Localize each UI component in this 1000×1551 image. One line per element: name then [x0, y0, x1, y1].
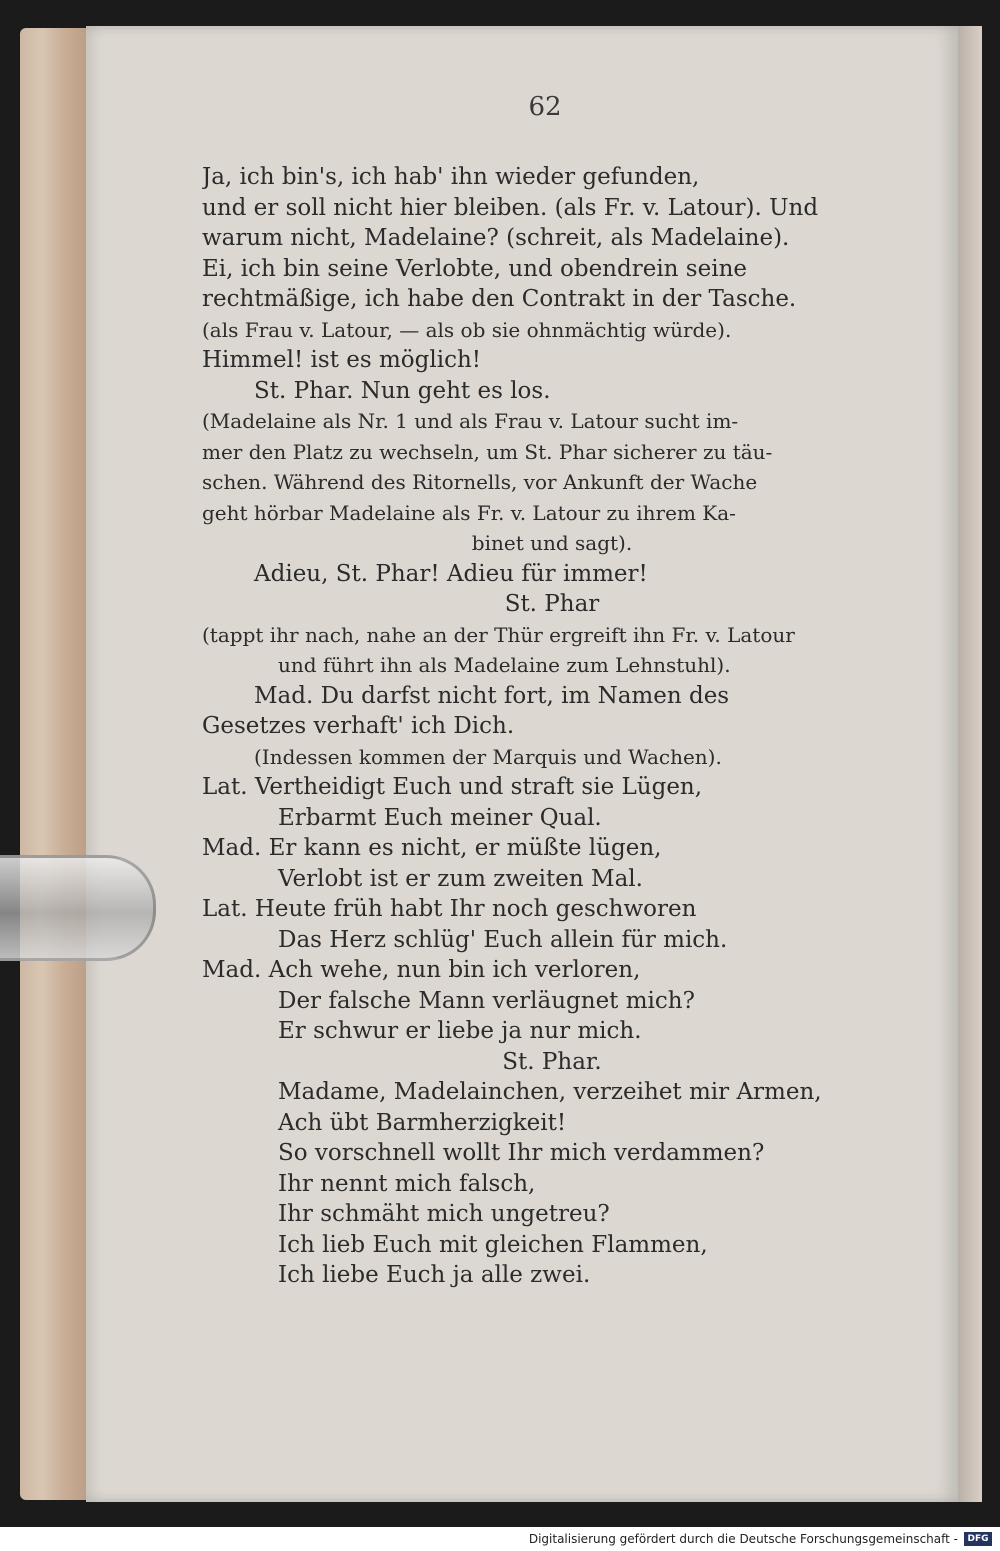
text-line: Ach übt Barmherzigkeit!	[278, 1109, 567, 1136]
text-line: Erbarmt Euch meiner Qual.	[278, 804, 602, 831]
dfg-logo: DFG	[964, 1532, 992, 1546]
page-edges	[20, 28, 94, 1500]
text-line: So vorschnell wollt Ihr mich verdammen?	[278, 1140, 765, 1166]
text-line: (tappt ihr nach, nahe an der Thür ergreift ihn Fr. v. Latour	[202, 622, 795, 647]
text-line: Mad. Er kann es nicht, er müßte lügen,	[202, 835, 662, 861]
text-line: Lat. Vertheidigt Euch und straft sie Lügen,	[202, 774, 703, 800]
page-number: 62	[528, 92, 562, 122]
text-line: Mad. Ach wehe, nun bin ich verloren,	[202, 957, 641, 983]
text-line: Ich lieb Euch mit gleichen Flammen,	[278, 1231, 708, 1258]
page-text	[202, 162, 902, 1291]
text-line: binet und sagt).	[471, 531, 633, 555]
text-line: Er schwur er liebe ja nur mich.	[278, 1018, 642, 1044]
next-page-edge	[958, 26, 982, 1502]
page-clip	[0, 855, 156, 961]
text-line: St. Phar. Nun geht es los.	[254, 377, 551, 404]
text-line: Verlobt ist er zum zweiten Mal.	[278, 865, 643, 892]
text-line: St. Phar.	[502, 1048, 602, 1075]
text-line: (Madelaine als Nr. 1 und als Frau v. Latour sucht im-	[202, 409, 739, 433]
text-line: Ihr nennt mich falsch,	[278, 1170, 536, 1197]
text-line: Madame, Madelainchen, verzeihet mir Armen,	[278, 1079, 822, 1105]
text-line: Das Herz schlüg' Euch allein für mich.	[278, 926, 728, 953]
text-line: mer den Platz zu wechseln, um St. Phar sicherer zu täu-	[202, 439, 773, 464]
text-line: Ei, ich bin seine Verlobte, und obendrein seine	[202, 255, 748, 282]
text-line: und er soll nicht hier bleiben. (als Fr. v. Latour). Und	[202, 194, 819, 221]
text-line: Himmel! ist es möglich!	[202, 347, 482, 373]
text-line: Ihr schmäht mich ungetreu?	[278, 1201, 610, 1227]
text-line: Gesetzes verhaft' ich Dich.	[202, 713, 515, 739]
text-line: Ich liebe Euch ja alle zwei.	[278, 1262, 591, 1288]
text-line: Ja, ich bin's, ich hab' ihn wieder gefunden,	[202, 164, 700, 190]
text-line: (Indessen kommen der Marquis und Wachen).	[254, 744, 722, 769]
text-line: und führt ihn als Madelaine zum Lehnstuhl).	[278, 653, 731, 677]
text-line: Adieu, St. Phar! Adieu für immer!	[254, 560, 648, 587]
footer-bar	[0, 1527, 1000, 1551]
text-line: Der falsche Mann verläugnet mich?	[278, 987, 695, 1014]
footer-credit: Digitalisierung gefördert durch die Deutsche Forschungsgemeinschaft -	[528, 1532, 958, 1546]
text-line: Lat. Heute früh habt Ihr noch geschworen	[202, 896, 697, 922]
text-line: St. Phar	[504, 591, 600, 617]
text-line: (als Frau v. Latour, — als ob sie ohnmächtig würde).	[202, 317, 732, 342]
text-line: rechtmäßige, ich habe den Contrakt in der Tasche.	[202, 286, 797, 312]
text-line: geht hörbar Madelaine als Fr. v. Latour zu ihrem Ka-	[202, 500, 736, 525]
text-line: Mad. Du darfst nicht fort, im Namen des	[254, 682, 730, 709]
text-line: schen. Während des Ritornells, vor Ankunft der Wache	[202, 470, 758, 494]
text-line: warum nicht, Madelaine? (schreit, als Madelaine).	[202, 225, 790, 251]
